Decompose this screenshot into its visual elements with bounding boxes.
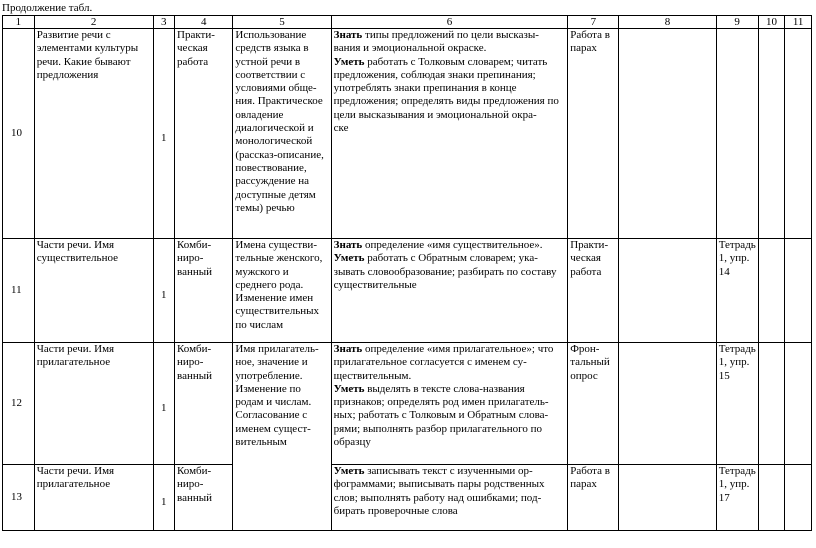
header-cell: 5: [233, 16, 331, 29]
header-cell: 8: [619, 16, 716, 29]
know-text: определение «имя существительное».: [362, 239, 543, 251]
lesson-type: Комби- ниро- ванный: [175, 343, 233, 465]
know-label: Знать: [333, 29, 363, 41]
control-type: Фрон- тальный опрос: [568, 343, 619, 465]
can-label: Уметь: [333, 382, 365, 395]
know-text: определение «имя прилагательное»; что прилагательное согласуется с именем су- ществительным.: [333, 343, 554, 382]
lesson-content: Имена существи- тельные женского, мужского и среднего рода. Изменение имен существительных по числам: [233, 239, 331, 343]
lesson-requirements: [331, 239, 568, 343]
column-8: [619, 239, 716, 343]
header-cell: 3: [153, 16, 175, 29]
lesson-type: Практи- ческая работа: [175, 29, 233, 239]
homework: Тетрадь 1, упр. 15: [716, 343, 758, 465]
can-text: выделять в тексте слова-названия признаков; определять род имен прилагатель- ных; работать с Толковым и Обратным слова- рями; выполнять разбор прилагательного по образцу: [333, 382, 549, 449]
control-type: Практи- ческая работа: [568, 239, 619, 343]
homework: [716, 29, 758, 239]
lesson-requirements: [331, 465, 568, 531]
column-11: [785, 343, 812, 465]
can-text: работать с Толковым словарем; читать предложения, соблюдая знаки препинания; употреблять знаки препинания в конце предложения; определять виды предложения по цели высказывания и эмоциональной окра- ске: [333, 55, 559, 135]
table-row: [3, 343, 812, 465]
lesson-hours: 1: [153, 465, 175, 531]
can-label: Уметь: [333, 252, 365, 265]
lesson-number: 10: [3, 29, 35, 239]
can-text: работать с Обратным словарем; ука- зывать словообразование; разбирать по составу существительные: [333, 252, 557, 291]
table-row: [3, 465, 812, 531]
homework: Тетрадь 1, упр. 14: [716, 239, 758, 343]
lesson-hours: 1: [153, 239, 175, 343]
header-row: [3, 16, 812, 29]
table-caption: Продолжение табл.: [2, 2, 93, 14]
lesson-topic: Части речи. Имя прилагательное: [34, 465, 153, 531]
header-cell: 1: [3, 16, 35, 29]
lesson-topic: Развитие речи с элементами культуры речи. Какие бывают предложения: [34, 29, 153, 239]
column-8: [619, 465, 716, 531]
lesson-content: [233, 465, 331, 531]
homework: Тетрадь 1, упр. 17: [716, 465, 758, 531]
column-10: [758, 465, 785, 531]
column-8: [619, 343, 716, 465]
header-cell: 4: [175, 16, 233, 29]
table-row: [3, 29, 812, 239]
control-type: Работа в парах: [568, 465, 619, 531]
lesson-content: Имя прилагатель- ное, значение и употребление. Изменение по родам и числам. Согласование с именем сущест- вительным: [233, 343, 331, 465]
header-cell: 7: [568, 16, 619, 29]
can-text: записывать текст с изученными ор- фограммами; выписывать пары родственных слов; выполнять работу над ошибками; под- бирать проверочные слова: [333, 465, 545, 517]
lesson-topic: Части речи. Имя существительное: [34, 239, 153, 343]
lesson-requirements: [331, 343, 568, 465]
can-label: Уметь: [333, 55, 365, 68]
header-cell: 6: [331, 16, 568, 29]
header-cell: 2: [34, 16, 153, 29]
lesson-type: Комби- ниро- ванный: [175, 239, 233, 343]
lesson-number: 12: [3, 343, 35, 465]
column-8: [619, 29, 716, 239]
header-cell: 10: [758, 16, 785, 29]
lesson-plan-table: [2, 15, 812, 531]
header-cell: 9: [716, 16, 758, 29]
know-text: типы предложений по цели высказы- вания и эмоциональной окраске.: [333, 29, 539, 55]
lesson-hours: 1: [153, 29, 175, 239]
lesson-type: Комби- ниро- ванный: [175, 465, 233, 531]
column-11: [785, 465, 812, 531]
control-type: Работа в парах: [568, 29, 619, 239]
column-10: [758, 343, 785, 465]
lesson-number: 13: [3, 465, 35, 531]
table-row: [3, 239, 812, 343]
lesson-number: 11: [3, 239, 35, 343]
lesson-content: Использование средств языка в устной речи в соответствии с условиями обще- ния. Практическое овладение диалогической и монологической (рассказ-описание, повествование, рассуждение на доступные детям темы) речью: [233, 29, 331, 239]
lesson-hours: 1: [153, 343, 175, 465]
lesson-requirements: [331, 29, 568, 239]
column-10: [758, 239, 785, 343]
column-10: [758, 29, 785, 239]
header-cell: 11: [785, 16, 812, 29]
know-label: Знать: [333, 343, 363, 355]
know-label: Знать: [333, 239, 363, 251]
can-label: Уметь: [333, 465, 365, 477]
lesson-topic: Части речи. Имя прилагательное: [34, 343, 153, 465]
column-11: [785, 29, 812, 239]
column-11: [785, 239, 812, 343]
